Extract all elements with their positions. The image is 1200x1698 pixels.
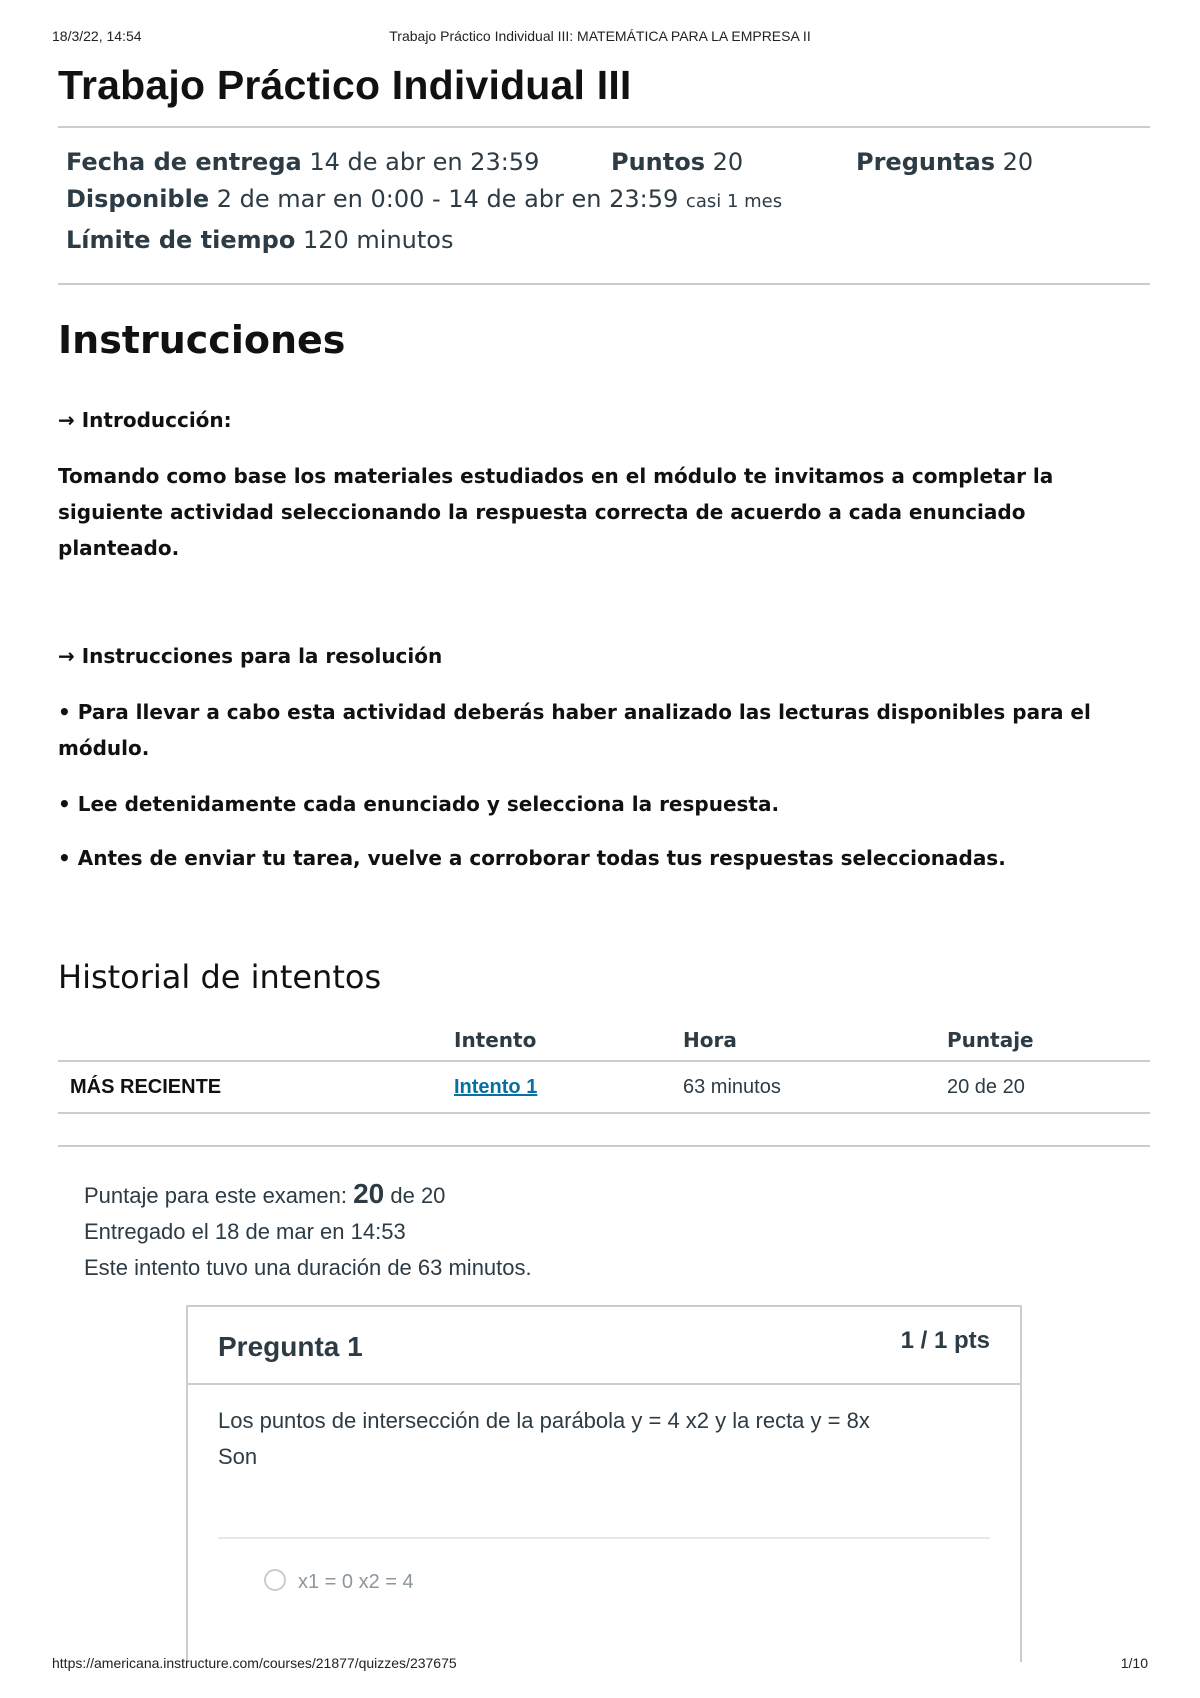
intro-label: → Introducción: [58, 408, 232, 432]
score-of: de 20 [390, 1183, 446, 1208]
score-value: 20 [353, 1178, 385, 1209]
row-label: MÁS RECIENTE [58, 1061, 442, 1113]
answer-option[interactable] [264, 1569, 414, 1594]
divider-meta [58, 283, 1150, 285]
attempt-cell [442, 1061, 671, 1113]
meta-row-points [611, 148, 743, 176]
table-header-row [58, 1020, 1150, 1061]
instruction-bullet: • Para llevar a cabo esta actividad deberás haber analizado las lecturas disponibles para el módulo. [58, 700, 1091, 760]
column-header [58, 1020, 442, 1061]
column-header-score: Puntaje [935, 1020, 1150, 1061]
answer-label: x1 = 0 x2 = 4 [298, 1571, 414, 1593]
divider-history [58, 1145, 1150, 1147]
time-limit-label: Límite de tiempo [66, 226, 296, 254]
points-value: 20 [712, 148, 744, 176]
print-footer [52, 1655, 1148, 1675]
column-header-attempt: Intento [442, 1020, 671, 1061]
available-value: 2 de mar en 0:00 - 14 de abr en 23:59 [216, 185, 679, 213]
due-value: 14 de abr en 23:59 [309, 148, 540, 176]
score-cell: 20 de 20 [935, 1061, 1150, 1113]
instruction-bullet: • Lee detenidamente cada enunciado y selecciona la respuesta. [58, 792, 780, 816]
quiz-title: Trabajo Práctico Individual III [58, 62, 632, 108]
available-note: casi 1 mes [685, 191, 783, 212]
question-name: Pregunta 1 [218, 1331, 363, 1362]
attempt-history-table [58, 1020, 1150, 1114]
intro-text: Tomando como base los materiales estudiados en el módulo te invitamos a completar la siguiente actividad seleccionando la respuesta correcta de acuerdo a cada enunciado planteado. [58, 464, 1054, 560]
print-url: https://americana.instructure.com/courses/21877/quizzes/237675 [52, 1655, 457, 1671]
time-cell: 63 minutos [671, 1061, 935, 1113]
question-points: 1 / 1 pts [900, 1327, 990, 1354]
questions-label: Preguntas [856, 148, 996, 176]
resolution-label: → Instrucciones para la resolución [58, 644, 443, 668]
question-text-line: Son [218, 1444, 258, 1469]
points-label: Puntos [611, 148, 706, 176]
submitted-line: Entregado el 18 de mar en 14:53 [84, 1219, 406, 1244]
meta-row-available [66, 185, 782, 213]
page-number: 1/10 [1120, 1655, 1148, 1671]
table-row [58, 1061, 1150, 1113]
column-header-time: Hora [671, 1020, 935, 1061]
question-text-line: Los puntos de intersección de la parábola y = 4 x2 y la recta y = 8x [218, 1408, 870, 1433]
radio-button-icon[interactable] [264, 1569, 286, 1591]
meta-row-due [66, 148, 539, 176]
question-card [186, 1305, 1022, 1662]
question-header [188, 1307, 1020, 1385]
print-header [52, 28, 1148, 48]
meta-row-questions [856, 148, 1033, 176]
divider-top [58, 126, 1150, 128]
attempt-link[interactable]: Intento 1 [454, 1075, 538, 1098]
question-text [218, 1403, 990, 1475]
available-label: Disponible [66, 185, 210, 213]
score-label: Puntaje para este examen: [84, 1183, 347, 1208]
due-label: Fecha de entrega [66, 148, 302, 176]
score-line [84, 1176, 532, 1214]
duration-line: Este intento tuvo una duración de 63 minutos. [84, 1255, 532, 1280]
meta-row-time-limit [66, 226, 453, 254]
answer-divider [218, 1537, 990, 1539]
print-date: 18/3/22, 14:54 [52, 28, 142, 44]
time-limit-value: 120 minutos [302, 226, 454, 254]
history-heading: Historial de intentos [58, 958, 382, 996]
result-summary [84, 1176, 532, 1286]
instructions-heading: Instrucciones [58, 318, 346, 362]
print-document-title: Trabajo Práctico Individual III: MATEMÁTICA PARA LA EMPRESA II [389, 28, 811, 44]
questions-value: 20 [1002, 148, 1034, 176]
instruction-bullet: • Antes de enviar tu tarea, vuelve a corroborar todas tus respuestas seleccionadas. [58, 846, 1006, 870]
